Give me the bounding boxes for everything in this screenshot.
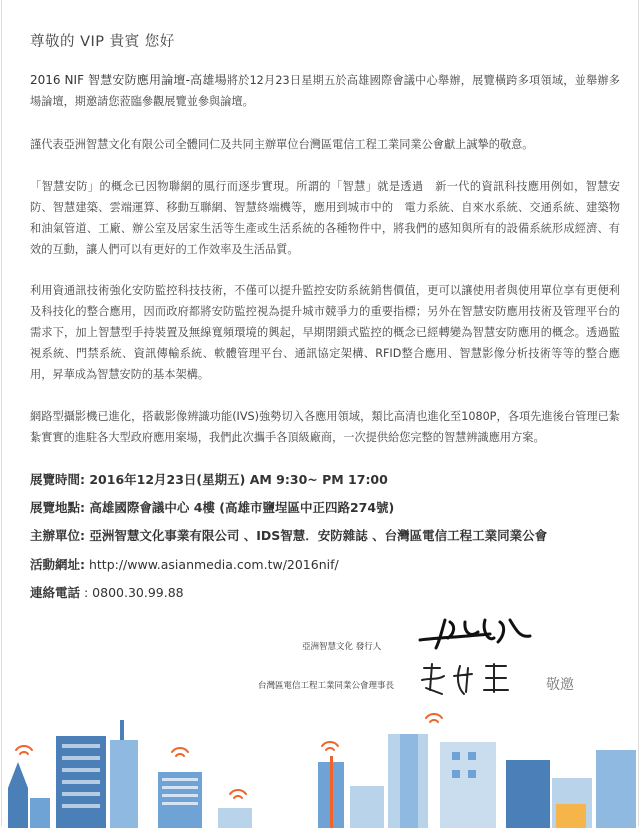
host-value: 亞洲智慧文化事業有限公司 、IDS智慧．安防雜誌 、台灣區電信工程工業同業公會 <box>85 528 548 543</box>
building-spire-left <box>8 762 50 828</box>
respect-paragraph: 謹代表亞洲智慧文化有限公司全體同仁及共同主辦單位台灣區電信工程工業同業公會獻上誠摯的敬意。 <box>30 138 534 151</box>
building-tall-left <box>56 736 106 828</box>
wifi-icon <box>322 742 338 750</box>
closing-respect: 敬邀 <box>546 677 574 693</box>
building-center-right <box>440 742 496 828</box>
publisher-title: 亞洲智慧文化 發行人 <box>302 642 382 652</box>
intro-text: 將於12月23日星期五於高雄國際會議中心舉辦，展覽橫跨多項領域，並舉辦多場論壇，期邀請您蒞臨參觀展覽並參與論壇。 <box>30 74 620 108</box>
greeting: 尊敬的 VIP 貴賓 您好 <box>30 34 175 50</box>
time-label: 展覽時間: <box>30 472 85 487</box>
wifi-icon <box>426 714 442 722</box>
web-label: 活動網址: <box>30 557 85 572</box>
wifi-icon <box>16 746 32 754</box>
time-value: 2016年12月23日(星期五) AM 9:30~ PM 17:00 <box>85 472 388 487</box>
city-skyline-illustration <box>0 700 642 828</box>
building-low-left <box>218 808 252 828</box>
building-windows-left <box>158 772 202 828</box>
ip-camera-paragraph: 網路型攝影機已進化，搭載影像辨識功能(IVS)強勢切入各應用領域，類比高清也進化至1080P，各項先進後台管理已紮紮實實的進駐各大型政府應用案場，我們此次攜手各頂級廠商，一次提供給您完整的智慧辨識應用方案。 <box>30 410 620 444</box>
host-label: 主辦單位: <box>30 528 85 543</box>
chairman-signature <box>390 660 540 700</box>
building-low-right <box>350 786 384 828</box>
building-tower-mid-left <box>110 720 138 828</box>
ict-paragraph: 利用資通訊技術強化安防監控科技技術，不僅可以提升監控安防系統銷售價值，更可以讓使用者與使用單位享有更便利及科技化的整合應用，因而政府都將安防監控視為提升城市競爭力的重要指標；另外在智慧安防應用技術及管理平台的需求下，加上智慧型手持裝置及無線寬頻環境的興起，早期閉鎖式監控的概念已經轉變為智慧安防應用的概念。透過監視系統、門禁系統、資訊傳輸系統、軟體管理平台、通訊協定架構、RFID整合應用、智慧影像分析技術等等的整合應用，昇華成為智慧安防的基本架構。 <box>30 284 620 381</box>
smart-security-paragraph: 「智慧安防」的概念已因物聯網的風行而逐步實現。所謂的「智慧」就是透過 新一代的資訊科技應用例如，智慧安防、智慧建築、雲端運算、移動互聯網、智慧終端機等，應用到城市中的 電力系統、自來水系統、交通系統、建築物和油氣管道、工廠、辦公室及居家生活等生產或生活系統的各種物件中，將我們的感知與所有的設備系統形成經濟、有效的互動，讓人們可以有更好的工作效率及生活品質。 <box>30 180 620 256</box>
intro-paragraph <box>30 70 620 112</box>
wifi-icon <box>230 790 246 798</box>
contact-phone <box>30 583 184 601</box>
exhibition-location <box>30 498 394 516</box>
phone-value: : 0800.30.99.88 <box>80 585 184 600</box>
building-far-right <box>506 750 636 828</box>
phone-label: 連絡電話 <box>30 585 81 600</box>
event-website <box>30 555 339 573</box>
publisher-signature <box>390 612 550 652</box>
organizers <box>30 526 547 544</box>
exhibition-time <box>30 470 388 488</box>
building-tall-right <box>388 734 428 828</box>
place-label: 展覽地點: <box>30 500 85 515</box>
association-title: 台灣區電信工程工業同業公會理事長 <box>258 681 395 691</box>
web-link[interactable]: http://www.asianmedia.com.tw/2016nif/ <box>85 557 339 572</box>
building-antenna-right <box>318 756 344 828</box>
wifi-icon <box>172 748 188 756</box>
event-name: 2016 NIF 智慧安防應用論壇-高雄場 <box>30 73 227 87</box>
place-value: 高雄國際會議中心 4樓 (高雄市鹽埕區中正四路274號) <box>85 500 395 515</box>
